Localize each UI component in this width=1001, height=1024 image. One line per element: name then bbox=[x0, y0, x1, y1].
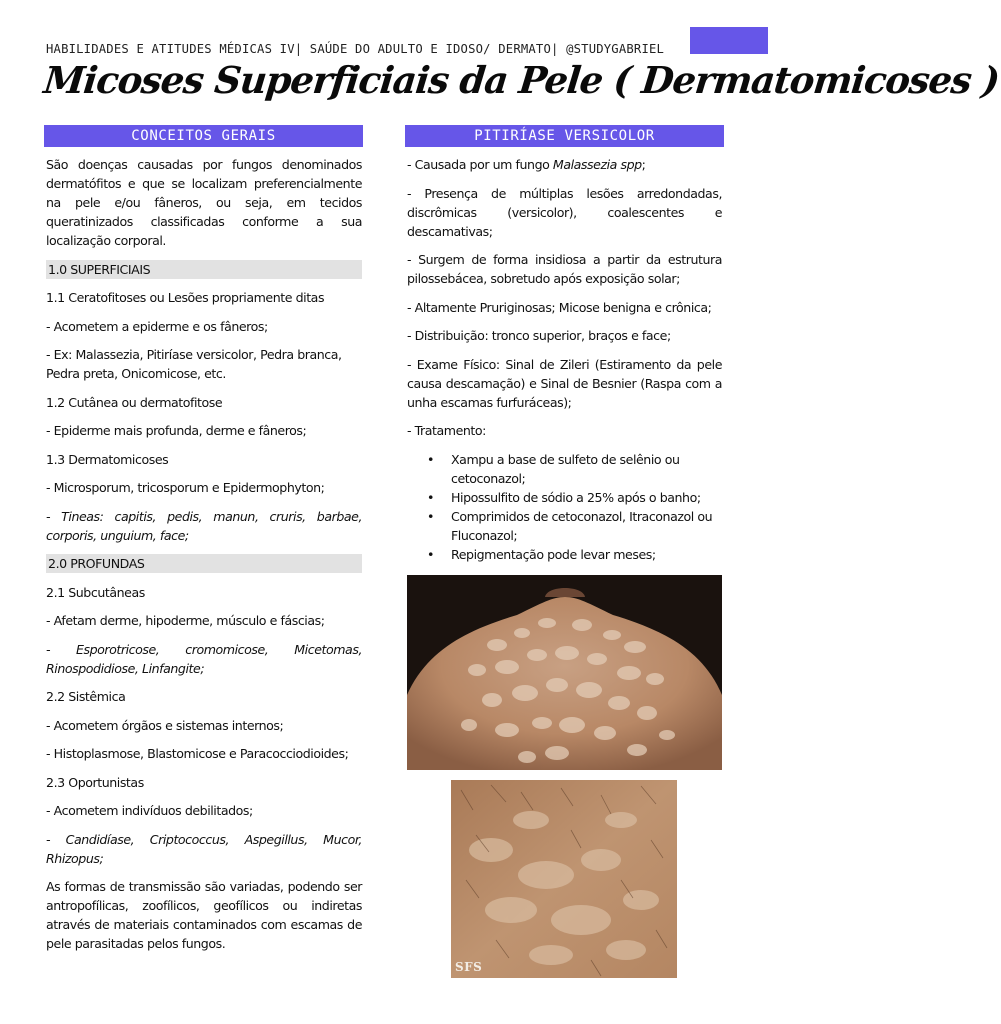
banner-pitiriase-versicolor: PITIRÍASE VERSICOLOR bbox=[405, 125, 724, 147]
treatment-list bbox=[407, 450, 722, 564]
photo-back-pityriasis-image bbox=[407, 575, 722, 770]
right-column bbox=[407, 155, 722, 564]
text-2-2-b: - Histoplasmose, Blastomicose e Paracocciodioides; bbox=[46, 746, 349, 761]
treatment-item bbox=[427, 488, 722, 507]
bullet-dot-icon: • bbox=[427, 546, 434, 562]
pv-lesions: - Presença de múltiplas lesões arredondadas, discrômicas (versicolor), coalescentes e descamativas; bbox=[407, 185, 722, 239]
text-1-1-b: - Ex: Malassezia, Pitiríase versicolor, Pedra branca, Pedra preta, Onicomicose, etc. bbox=[46, 347, 342, 381]
treatment-item bbox=[427, 450, 722, 488]
bullet-dot-icon: • bbox=[427, 508, 434, 524]
pv-cause-organism: Malassezia spp bbox=[552, 157, 642, 172]
intro-paragraph: São doenças causadas por fungos denominados dermatófitos e que se localizam preferencialmente na pele e/ou fâneros, ou seja, em tecidos queratinizados classificadas conforme a sua localização corporal. bbox=[46, 157, 362, 248]
course-header: HABILIDADES E ATITUDES MÉDICAS IV| SAÚDE DO ADULTO E IDOSO/ DERMATO| @STUDYGABRIEL bbox=[46, 42, 665, 56]
pv-cause bbox=[407, 155, 722, 174]
treatment-item-text: Hipossulfito de sódio a 25% após o banho; bbox=[451, 489, 701, 505]
left-column bbox=[46, 155, 362, 963]
banner-conceitos-gerais: CONCEITOS GERAIS bbox=[44, 125, 363, 147]
treatment-item bbox=[427, 545, 722, 564]
page-title: Micoses Superficiais da Pele ( Dermatomicoses ) bbox=[41, 58, 1001, 102]
pv-distribution: - Distribuição: tronco superior, braços e face; bbox=[407, 328, 671, 343]
subheading-2-1: 2.1 Subcutâneas bbox=[46, 584, 145, 600]
text-2-2-a: - Acometem órgãos e sistemas internos; bbox=[46, 717, 284, 733]
photo-skin-closeup bbox=[451, 780, 677, 978]
corner-accent-block bbox=[690, 27, 768, 54]
pv-physical-exam: - Exame Físico: Sinal de Zileri (Estiramento da pele causa descamação) e Sinal de Besnier (Raspa com a unha escamas furfuráceas); bbox=[407, 356, 722, 410]
bullet-dot-icon: • bbox=[427, 489, 434, 505]
text-2-1-b: - Esporotricose, cromomicose, Micetomas, Rinospodidiose, Linfangite; bbox=[46, 641, 362, 676]
text-2-1-a: - Afetam derme, hipoderme, músculo e fáscias; bbox=[46, 613, 325, 628]
closing-paragraph: As formas de transmissão são variadas, podendo ser antropofílicas, zoofílicos, geofílicos ou indiretas através de materiais contaminados com escamas de pele parasitadas pelos fungos. bbox=[46, 879, 362, 951]
treatment-item bbox=[427, 507, 722, 545]
treatment-item-text: Repigmentação pode levar meses; bbox=[451, 546, 656, 562]
pv-pruritus: - Altamente Pruriginosas; Micose benigna e crônica; bbox=[407, 299, 712, 315]
subheading-2-2: 2.2 Sistêmica bbox=[46, 689, 126, 704]
photo-back-pityriasis bbox=[407, 575, 722, 770]
pv-cause-prefix: - Causada por um fungo bbox=[407, 157, 553, 172]
section-heading-superficiais: 1.0 SUPERFICIAIS bbox=[46, 260, 362, 279]
bullet-dot-icon: • bbox=[427, 451, 434, 467]
photo-skin-closeup-image bbox=[451, 780, 677, 978]
subheading-1-3: 1.3 Dermatomicoses bbox=[46, 451, 169, 467]
photo-watermark: SFS bbox=[455, 960, 483, 974]
text-1-2-a: - Epiderme mais profunda, derme e fâneros; bbox=[46, 423, 307, 438]
text-1-1-a: - Acometem a epiderme e os fâneros; bbox=[46, 318, 268, 334]
text-1-3-b: - Tineas: capitis, pedis, manun, cruris, barbae, corporis, unguium, face; bbox=[46, 508, 362, 543]
treatment-item-text: Comprimidos de cetoconazol, Itraconazol ou Fluconazol; bbox=[451, 508, 713, 543]
pv-cause-suffix: ; bbox=[641, 157, 646, 172]
subheading-1-2: 1.2 Cutânea ou dermatofitose bbox=[46, 394, 223, 410]
pv-treatment-heading: - Tratamento: bbox=[407, 423, 486, 438]
subheading-1-1: 1.1 Ceratofitoses ou Lesões propriamente ditas bbox=[46, 290, 325, 305]
section-heading-profundas: 2.0 PROFUNDAS bbox=[46, 554, 362, 573]
subheading-2-3: 2.3 Oportunistas bbox=[46, 774, 144, 790]
pv-onset: - Surgem de forma insidiosa a partir da estrutura pilossebácea, sobretudo após exposição solar; bbox=[407, 252, 722, 286]
text-1-3-a: - Microsporum, tricosporum e Epidermophyton; bbox=[46, 480, 325, 495]
treatment-item-text: Xampu a base de sulfeto de selênio ou cetoconazol; bbox=[451, 451, 680, 486]
text-2-3-b: - Candidíase, Criptococcus, Aspegillus, Mucor, Rhizopus; bbox=[46, 831, 362, 866]
text-2-3-a: - Acometem indivíduos debilitados; bbox=[46, 803, 253, 818]
